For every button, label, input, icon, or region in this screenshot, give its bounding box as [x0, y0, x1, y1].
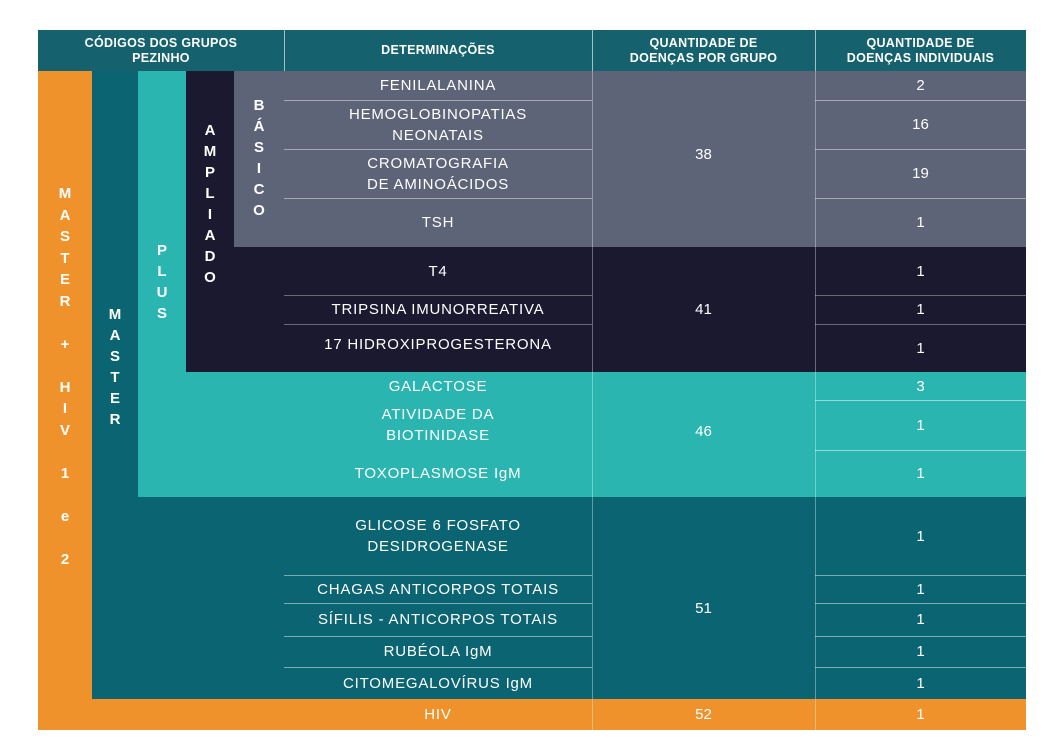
row-divider [815, 400, 1026, 401]
header-determinacoes: DETERMINAÇÕES [284, 30, 592, 71]
row-determinacao: FENILALANINA [379, 77, 497, 94]
row-individuais: 1 [916, 580, 925, 598]
row-individuais: 1 [916, 416, 925, 434]
row-determinacao: HEMOGLOBINOPATIAS NEONATAIS [348, 105, 528, 144]
row-divider [815, 667, 1026, 668]
row-determinacao: 17 HIDROXIPROGESTERONA [324, 335, 552, 353]
group-total-master: 51 [695, 599, 712, 617]
row-divider [815, 575, 1026, 576]
row-divider [284, 324, 592, 325]
row-determinacao: GLICOSE 6 FOSFATO DESIDROGENASE [355, 517, 521, 555]
group-label-ampliado: A M P L I A D O [203, 122, 217, 286]
row-determinacao: SÍFILIS - ANTICORPOS TOTAIS [318, 611, 558, 628]
row-individuais: 1 [916, 611, 925, 628]
row-divider [284, 636, 592, 637]
row-divider [815, 450, 1026, 451]
row-individuais: 1 [916, 214, 925, 231]
row-determinacao: TOXOPLASMOSE IgM [354, 465, 522, 482]
group-label-plus: P L U S [156, 242, 168, 322]
row-divider [815, 603, 1026, 604]
row-divider [815, 295, 1026, 296]
header-divider [815, 30, 816, 71]
row-individuais: 1 [916, 339, 925, 357]
row-individuais: 1 [916, 262, 925, 280]
row-determinacao: ATIVIDADE DA BIOTINIDASE [381, 406, 495, 444]
row-divider [815, 149, 1026, 150]
row-divider [284, 667, 592, 668]
row-individuais: 16 [912, 116, 929, 133]
row-individuais: 1 [916, 527, 925, 545]
row-individuais: 1 [916, 643, 925, 660]
header-codigos: CÓDIGOS DOS GRUPOS PEZINHO [38, 30, 284, 71]
row-determinacao: TSH [421, 214, 455, 231]
row-determinacao: CROMATOGRAFIA DE AMINOÁCIDOS [366, 154, 510, 193]
row-individuais: 2 [916, 77, 925, 94]
row-individuais: 19 [912, 165, 929, 182]
row-determinacao: T4 [428, 262, 448, 280]
row-divider [284, 100, 592, 101]
row-divider [815, 636, 1026, 637]
row-determinacao: CITOMEGALOVÍRUS IgM [343, 674, 533, 692]
group-label-master: M A S T E R [108, 306, 122, 428]
row-divider [284, 575, 592, 576]
header-divider [284, 30, 285, 71]
header-qtd-grupo: QUANTIDADE DE DOENÇAS POR GRUPO [592, 30, 815, 71]
group-total-basico: 38 [695, 145, 712, 163]
row-individuais: 1 [916, 706, 925, 723]
row-divider [815, 324, 1026, 325]
row-determinacao: GALACTOSE [388, 377, 488, 395]
row-divider [284, 603, 592, 604]
row-individuais: 1 [916, 674, 925, 692]
row-determinacao: RUBÉOLA IgM [383, 643, 493, 660]
row-divider [284, 198, 592, 199]
group-label-master-hiv: M A S T E R + H I V 1 e 2 [58, 185, 72, 568]
group-total-master-hiv: 52 [695, 706, 712, 723]
row-divider [815, 198, 1026, 199]
group-label-basico: B Á S I C O [253, 97, 265, 219]
row-individuais: 1 [916, 301, 925, 318]
group-total-plus: 46 [695, 422, 712, 440]
row-determinacao: CHAGAS ANTICORPOS TOTAIS [317, 580, 559, 598]
row-individuais: 1 [916, 465, 925, 482]
group-total-ampliado: 41 [695, 301, 712, 318]
row-determinacao: TRIPSINA IMUNORREATIVA [331, 301, 545, 318]
row-divider [284, 295, 592, 296]
header-qtd-individuais: QUANTIDADE DE DOENÇAS INDIVIDUAIS [815, 30, 1026, 71]
row-divider [284, 149, 592, 150]
row-individuais: 3 [916, 377, 925, 395]
row-divider [815, 100, 1026, 101]
header-divider [592, 30, 593, 71]
row-determinacao: HIV [424, 706, 452, 723]
